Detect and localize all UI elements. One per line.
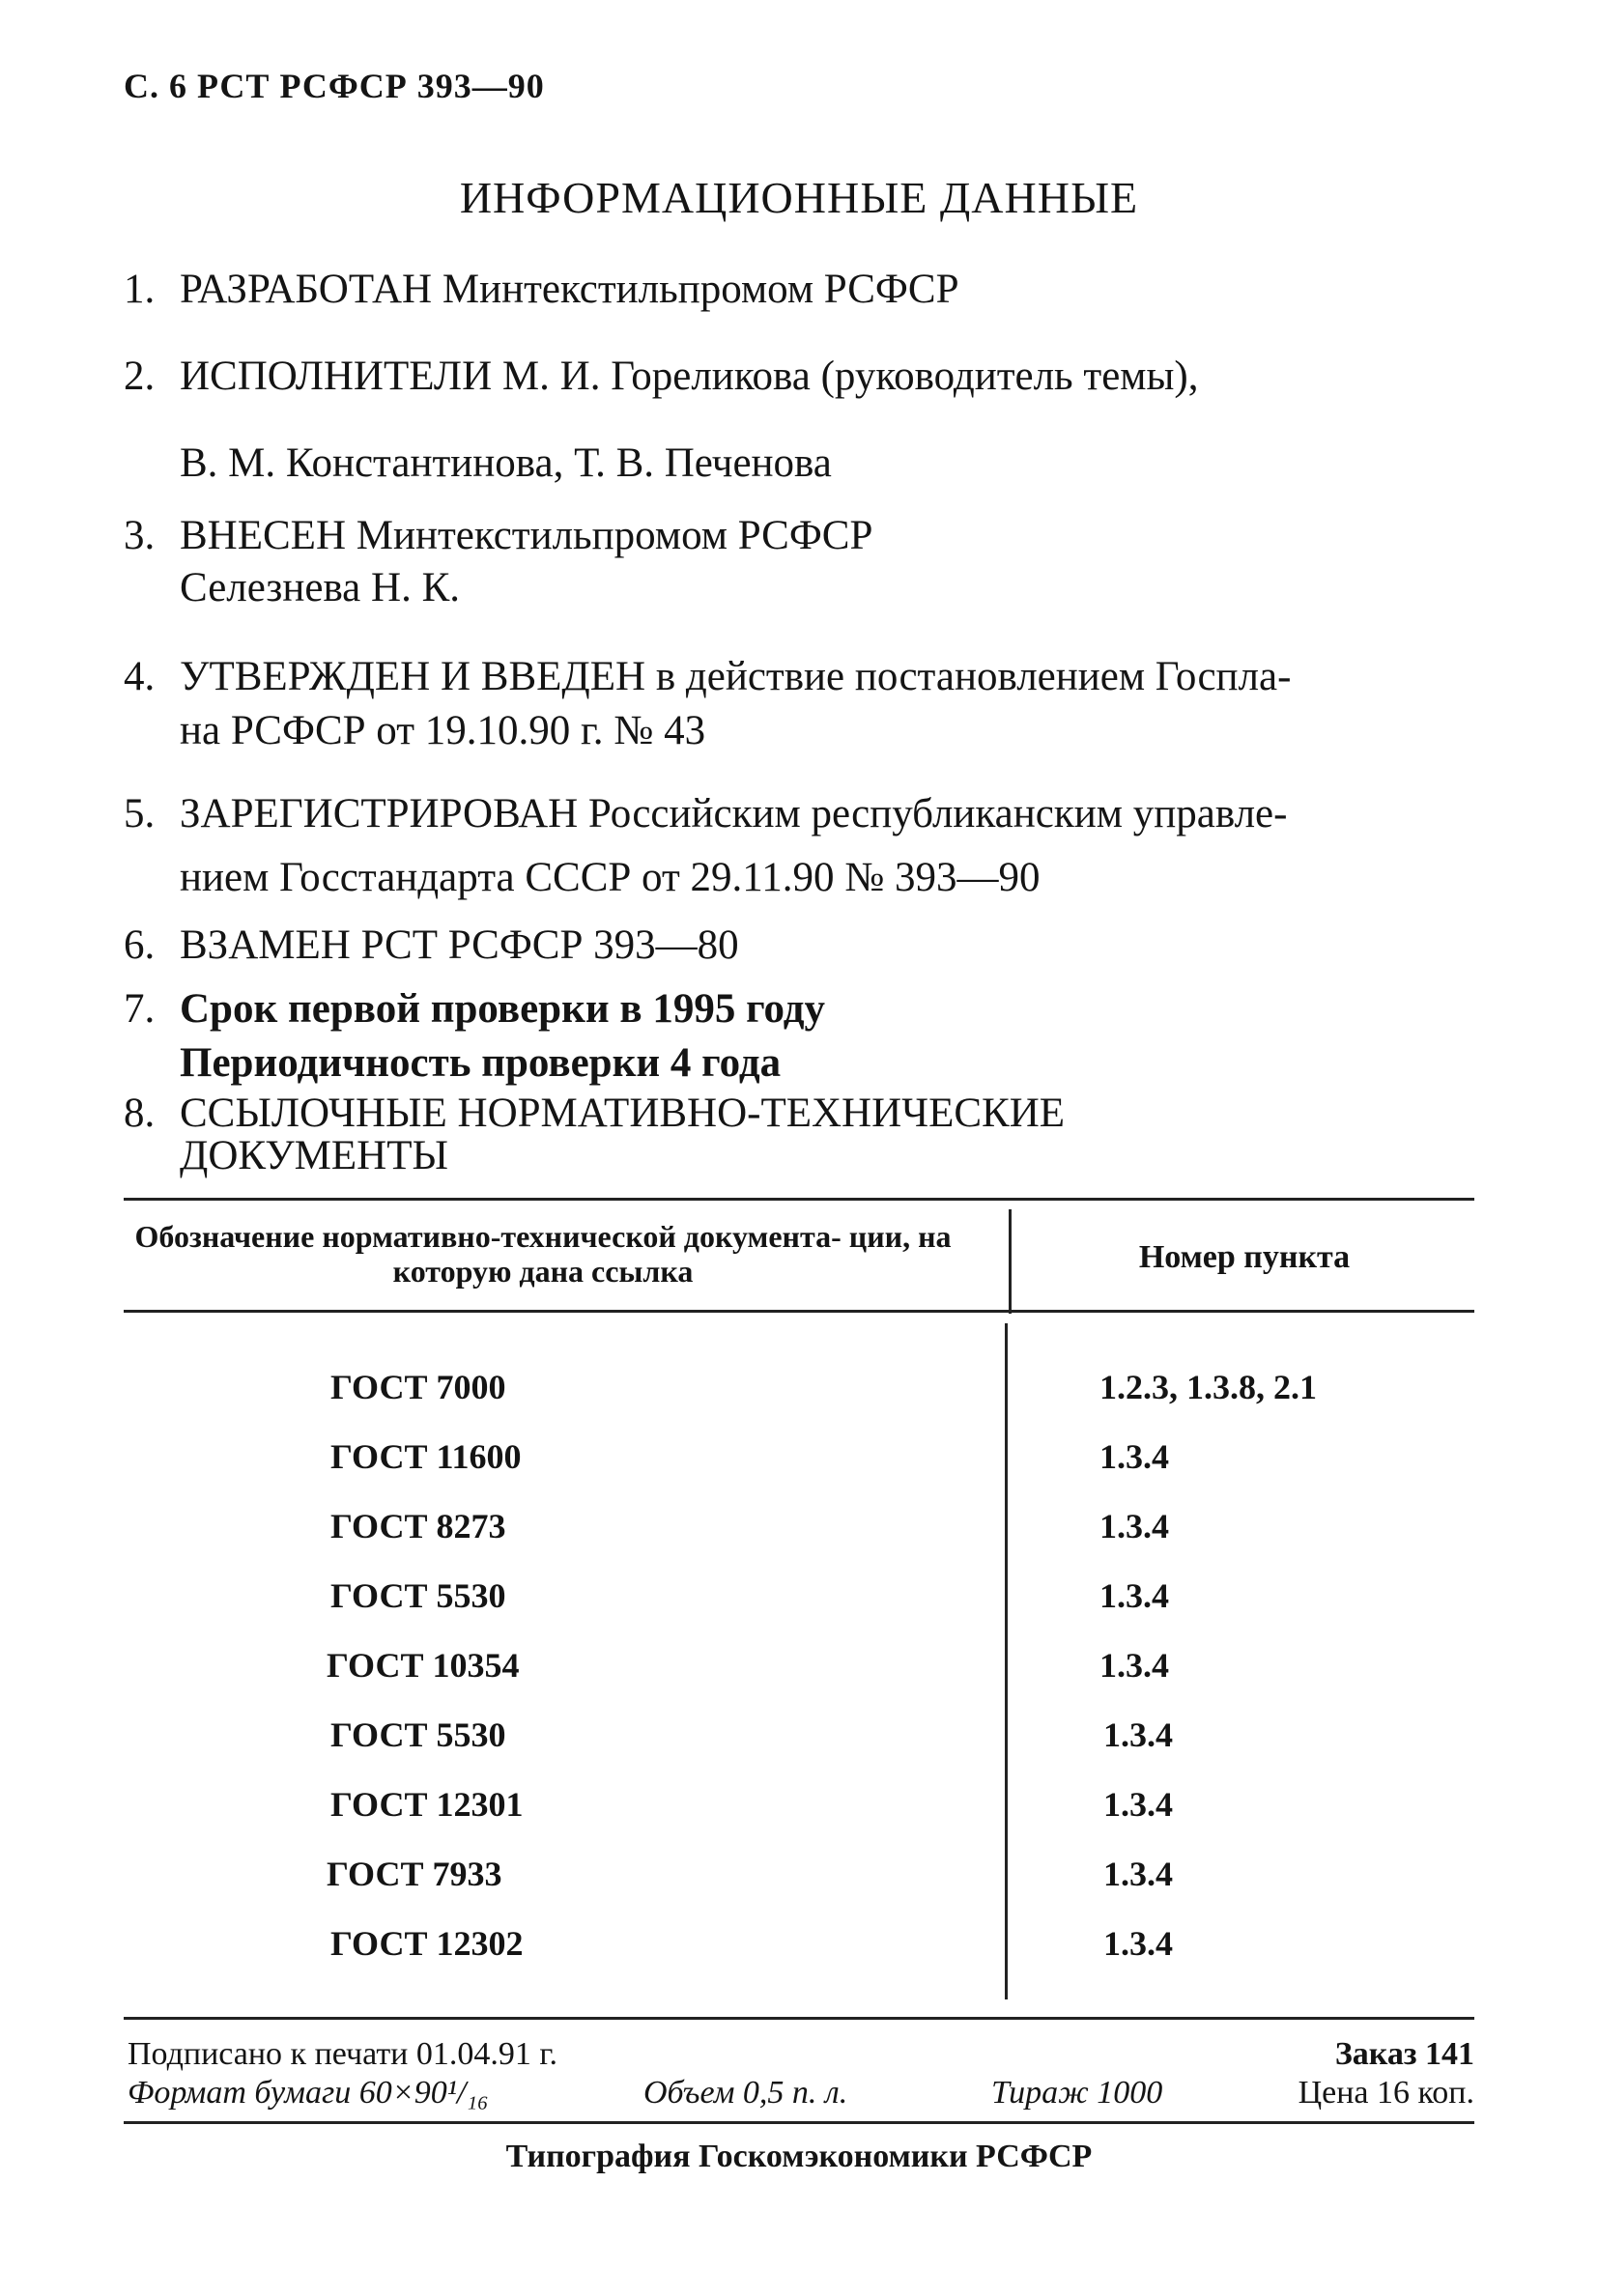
imprint-bottom-rule	[124, 2121, 1474, 2124]
item-number: 6.	[124, 922, 156, 968]
table-cell-point: 1.3.4	[1103, 1924, 1173, 1963]
item-text: УТВЕРЖДЕН И ВВЕДЕН в действие постановлением Госпла-	[180, 654, 1292, 699]
table-cell-doc: ГОСТ 12301	[330, 1785, 524, 1824]
list-item-7	[124, 985, 825, 1034]
table-cell-point: 1.3.4	[1099, 1576, 1169, 1615]
list-item-3	[124, 512, 872, 560]
list-item-1	[124, 266, 958, 314]
list-item-6	[124, 921, 739, 970]
item-continuation: ДОКУМЕНТЫ	[180, 1133, 448, 1178]
table-header-doc: Обозначение нормативно-технической документа- ции, на которую дана ссылка	[134, 1219, 952, 1289]
item-continuation: Периодичность проверки 4 года	[180, 1040, 782, 1086]
table-cell-point: 1.3.4	[1099, 1437, 1169, 1476]
item-number: 5.	[124, 791, 156, 836]
table-cell-doc: ГОСТ 7933	[327, 1855, 502, 1893]
table-cell-point: 1.3.4	[1103, 1715, 1173, 1754]
list-item-4	[124, 653, 1291, 701]
imprint-top-rule	[124, 2017, 1474, 2020]
table-header-divider	[1009, 1209, 1012, 1314]
list-item-2	[124, 353, 1198, 401]
item-text: ЗАРЕГИСТРИРОВАН Российским республиканским управле-	[180, 791, 1288, 836]
item-continuation: нием Госстандарта СССР от 29.11.90 № 393—90	[180, 855, 1041, 900]
page-title: ИНФОРМАЦИОННЫЕ ДАННЫЕ	[459, 173, 1139, 222]
table-header-rule	[124, 1310, 1474, 1313]
item-continuation: на РСФСР от 19.10.90 г. № 43	[180, 708, 706, 753]
print-run: Тираж 1000	[991, 2075, 1163, 2111]
table-cell-doc: ГОСТ 11600	[330, 1437, 522, 1476]
table-header-point: Номер пункта	[1138, 1239, 1351, 1275]
item-number: 2.	[124, 354, 156, 399]
list-item-8	[124, 1090, 1065, 1138]
signed-date: Подписано к печати 01.04.91 г.	[128, 2036, 557, 2072]
printer-name: Типография Госкомэкономики РСФСР	[505, 2139, 1093, 2174]
item-number: 3.	[124, 513, 156, 558]
item-number: 1.	[124, 267, 156, 312]
item-number: 7.	[124, 986, 156, 1032]
item-continuation: Селезнева Н. К.	[180, 565, 460, 610]
paper-format: Формат бумаги 60×90¹/₁₆	[128, 2075, 489, 2111]
list-item-5	[124, 790, 1287, 838]
page-header: С. 6 РСТ РСФСР 393—90	[124, 67, 545, 105]
table-cell-point: 1.3.4	[1103, 1855, 1173, 1893]
price: Цена 16 коп.	[1298, 2075, 1474, 2111]
table-cell-point: 1.2.3, 1.3.8, 2.1	[1099, 1368, 1317, 1406]
table-top-rule	[124, 1198, 1474, 1201]
table-cell-point: 1.3.4	[1103, 1785, 1173, 1824]
item-text: РАЗРАБОТАН Минтекстильпромом РСФСР	[180, 267, 959, 312]
item-text: Срок первой проверки в 1995 году	[180, 986, 826, 1032]
item-number: 8.	[124, 1091, 156, 1136]
item-number: 4.	[124, 654, 156, 699]
table-cell-doc: ГОСТ 12302	[330, 1924, 524, 1963]
item-text: ИСПОЛНИТЕЛИ М. И. Гореликова (руководитель темы),	[180, 354, 1199, 399]
table-cell-doc: ГОСТ 7000	[330, 1368, 506, 1406]
table-cell-point: 1.3.4	[1099, 1507, 1169, 1545]
table-column-divider	[1005, 1323, 1008, 1999]
item-text: ВНЕСЕН Минтекстильпромом РСФСР	[180, 513, 873, 558]
item-text: ВЗАМЕН РСТ РСФСР 393—80	[180, 922, 739, 968]
table-cell-doc: ГОСТ 5530	[330, 1715, 506, 1754]
table-cell-point: 1.3.4	[1099, 1646, 1169, 1685]
order-number: Заказ 141	[1334, 2036, 1474, 2072]
volume: Объем 0,5 п. л.	[643, 2075, 848, 2111]
table-cell-doc: ГОСТ 5530	[330, 1576, 506, 1615]
item-text: ССЫЛОЧНЫЕ НОРМАТИВНО-ТЕХНИЧЕСКИЕ	[180, 1091, 1066, 1136]
table-cell-doc: ГОСТ 8273	[330, 1507, 506, 1545]
table-cell-doc: ГОСТ 10354	[327, 1646, 520, 1685]
item-continuation: В. М. Константинова, Т. В. Печенова	[180, 440, 832, 486]
